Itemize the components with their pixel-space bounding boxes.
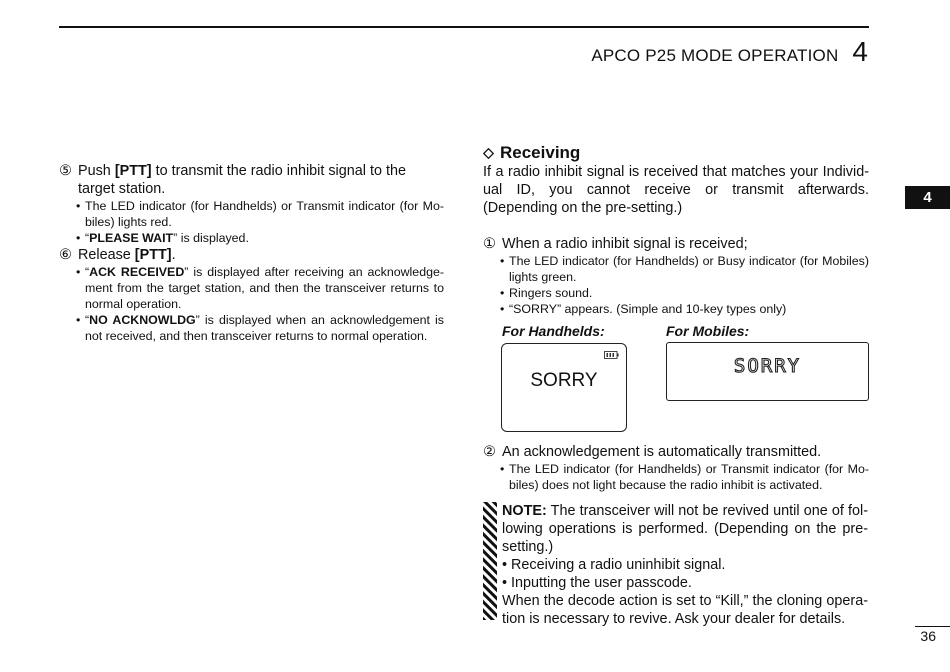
note-hatch-icon (483, 502, 497, 620)
step-1-text: When a radio inhibit signal is received; (502, 236, 748, 252)
step-2 (483, 443, 869, 461)
handhelds-label: For Handhelds: (502, 323, 605, 339)
handheld-display (501, 343, 627, 432)
step-1-number: ① (483, 236, 496, 252)
bullet-item: • “PLEASE WAIT” is displayed. (76, 231, 249, 245)
bullet-item: • “ACK RECEIVED” is displayed after receiving an acknowledge-ment from the target station, and then the transceiver returns to normal operation. (76, 265, 444, 311)
bullet-item: • The LED indicator (for Handhelds) or Transmit indicator (for Mo-biles) does not light because the radio inhibit is activated. (500, 462, 869, 492)
battery-icon (604, 351, 619, 359)
bullet-item: • “SORRY” appears. (Simple and 10-key types only) (500, 302, 787, 316)
section-title-text: Receiving (500, 143, 581, 162)
please-wait-label: PLEASE WAIT (89, 231, 174, 245)
note-item: • Receiving a radio uninhibit signal. (502, 557, 726, 573)
page-number-rule (915, 626, 950, 627)
bullet-item: • The LED indicator (for Handhelds) or Transmit indicator (for Mo-biles) lights red. (76, 199, 444, 229)
page-header (591, 36, 868, 68)
note-text: The transceiver will not be revived until one of fol-lowing operations is performed. (Depending on the pre-setting.) (502, 503, 868, 555)
left-column (59, 162, 444, 344)
header-title: APCO P25 MODE OPERATION (591, 46, 839, 65)
step-2-number: ② (483, 444, 496, 460)
right-column-lower (483, 443, 869, 493)
step-6-number: ⑥ (59, 247, 72, 263)
step-2-text: An acknowledgement is automatically transmitted. (502, 444, 822, 460)
figure-labels (483, 322, 869, 342)
step-6: ⑥ Release [PTT]. (59, 247, 176, 263)
bullet-item: • Ringers sound. (500, 286, 593, 300)
step-5-text: Push (78, 163, 115, 179)
bullet-item: • The LED indicator (for Handhelds) or Busy indicator (for Mobiles) lights green. (500, 254, 869, 284)
note-box (502, 502, 868, 628)
chapter-side-tab: 4 (905, 186, 950, 209)
note-footer: When the decode action is set to “Kill,” the cloning opera-tion is necessary to revive. Ask your dealer for details. (502, 593, 868, 627)
page-number: 36 (920, 628, 936, 644)
ack-received-label: ACK RECEIVED (89, 265, 185, 279)
no-acknowldg-label: NO ACKNOWLDG (89, 313, 196, 327)
step-1 (483, 235, 869, 253)
step-5 (59, 162, 444, 198)
handheld-display-text: SORRY (530, 370, 598, 391)
step-6-text: Release (78, 247, 135, 263)
section-intro: If a radio inhibit signal is received that matches your Individ-ual ID, you cannot receive or transmit afterwards. (Depending on the pre-setting.) (483, 164, 869, 216)
diamond-icon (483, 148, 494, 159)
step-5-number: ⑤ (59, 163, 72, 179)
mobiles-label: For Mobiles: (666, 323, 750, 339)
chapter-number: 4 (852, 36, 868, 67)
ptt-key: [PTT] (134, 247, 172, 263)
section-title (483, 143, 869, 163)
bullet-item: • “NO ACKNOWLDG” is displayed when an acknowledgement is not received, and then transceiver returns to normal operation. (76, 313, 444, 343)
mobile-display-text: SORRY (733, 355, 802, 377)
note-item: • Inputting the user passcode. (502, 575, 692, 591)
top-rule (59, 26, 869, 28)
step-5-text-end: to transmit the radio inhibit signal to the target station. (78, 163, 406, 197)
right-column (483, 143, 869, 342)
mobile-display (666, 342, 869, 401)
ptt-key: [PTT] (114, 163, 152, 179)
note-label: NOTE: (502, 503, 547, 519)
